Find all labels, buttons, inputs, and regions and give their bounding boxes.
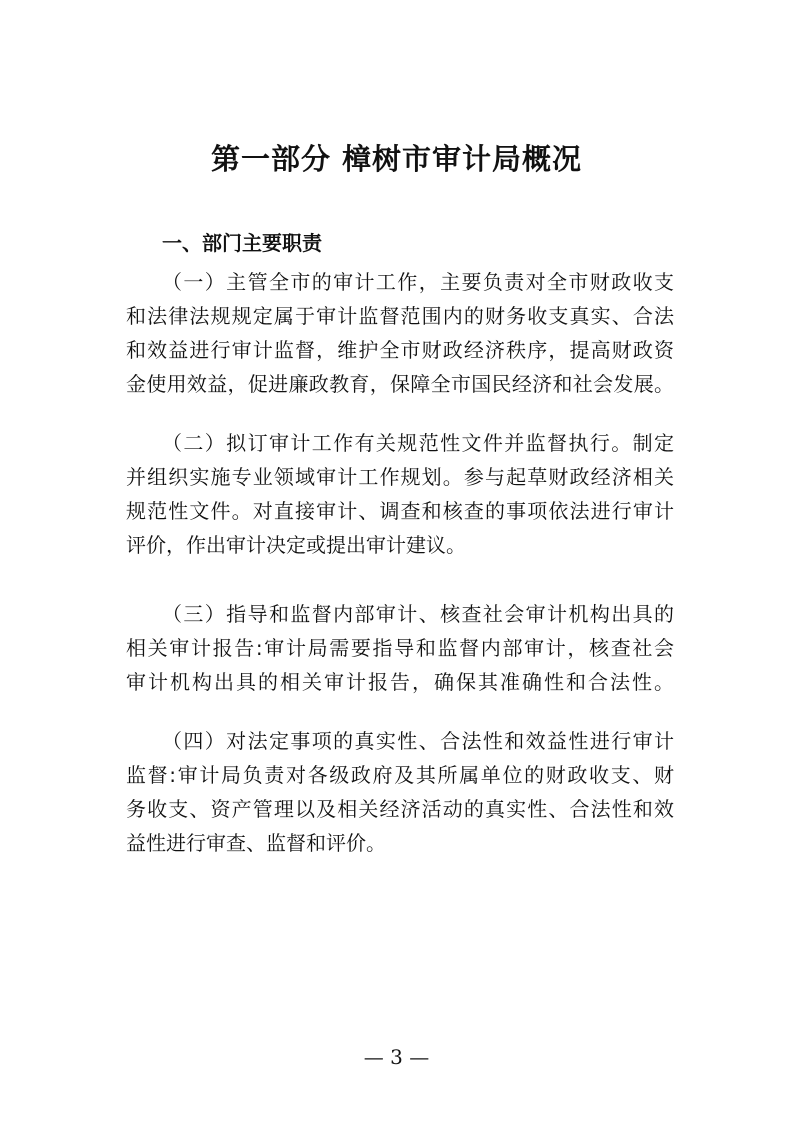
paragraph-line: 规范性文件。对直接审计、调查和核查的事项依法进行审计 — [126, 499, 674, 523]
paragraph-4 — [126, 724, 674, 860]
paragraph-line: 监督:审计局负责对各级政府及其所属单位的财政收支、财 — [126, 763, 674, 787]
paragraph-line: 评价，作出审计决定或提出审计建议。 — [126, 533, 466, 557]
page-number: — 3 — — [363, 1045, 430, 1069]
paragraph-line: （二）拟订审计工作有关规范性文件并监督执行。制定 — [162, 431, 674, 455]
paragraph-line: 金使用效益，促进廉政教育，保障全市国民经济和社会发展。 — [126, 372, 674, 396]
paragraph-line: （三）指导和监督内部审计、核查社会审计机构出具的 — [162, 602, 674, 626]
paragraph-line: 和效益进行审计监督，维护全市财政经济秩序，提高财政资 — [126, 338, 674, 362]
paragraph-2 — [126, 426, 674, 562]
paragraph-line: （四）对法定事项的真实性、合法性和效益性进行审计 — [162, 729, 674, 753]
section-heading: 一、部门主要职责 — [162, 231, 322, 255]
paragraph-line: 并组织实施专业领域审计工作规划。参与起草财政经济相关 — [126, 465, 674, 489]
paragraph-line: 务收支、资产管理以及相关经济活动的真实性、合法性和效 — [126, 797, 674, 821]
page-title: 第一部分 樟树市审计局概况 — [210, 142, 583, 176]
paragraph-line: 相关审计报告:审计局需要指导和监督内部审计，核查社会 — [126, 636, 674, 660]
paragraph-3 — [126, 597, 674, 699]
paragraph-line: 益性进行审查、监督和评价。 — [126, 831, 386, 855]
paragraph-line: 审计机构出具的相关审计报告，确保其准确性和合法性。 — [126, 670, 674, 694]
paragraph-1 — [126, 265, 674, 401]
paragraph-line: 和法律法规规定属于审计监督范围内的财务收支真实、合法 — [126, 304, 674, 328]
paragraph-line: （一）主管全市的审计工作，主要负责对全市财政收支 — [162, 270, 674, 294]
